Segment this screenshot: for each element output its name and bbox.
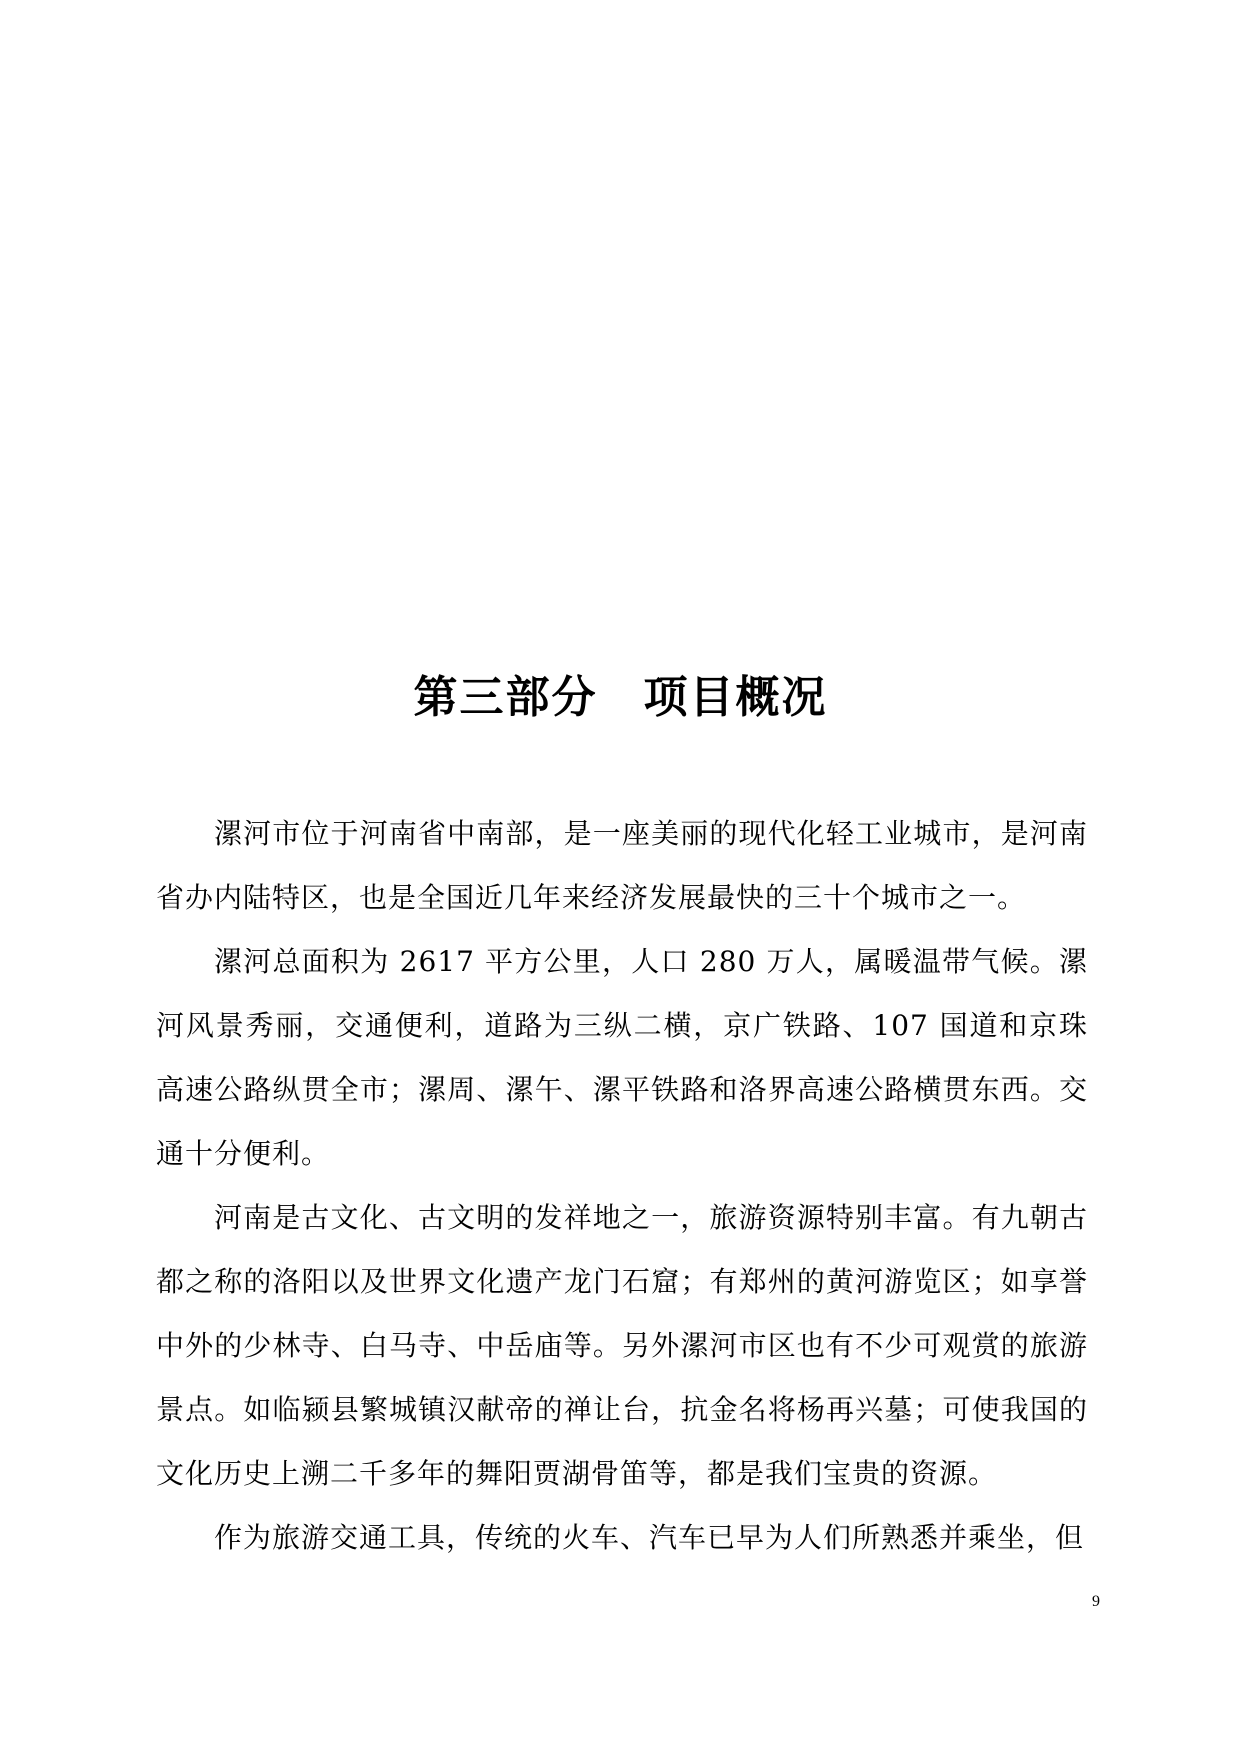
body-text — [156, 802, 1088, 1570]
section-title: 第三部分 项目概况 — [413, 672, 828, 723]
paragraph-transport-tools: 作为旅游交通工具，传统的火车、汽车已早为人们所熟悉并乘坐，但 — [214, 1521, 1085, 1554]
paragraph-area-transport: 漯河总面积为 2617 平方公里，人口 280 万人，属暖温带气候。漯河风景秀丽，交通便利，道路为三纵二横，京广铁路、107 国道和京珠高速公路纵贯全市；漯周、漯午、漯平铁路和洛界高速公路横贯东西。交通十分便利。 — [156, 945, 1088, 1170]
paragraph-location: 漯河市位于河南省中南部，是一座美丽的现代化轻工业城市，是河南省办内陆特区，也是全国近几年来经济发展最快的三十个城市之一。 — [156, 817, 1088, 914]
page-number: 9 — [1092, 1593, 1100, 1610]
paragraph-tourism-resources: 河南是古文化、古文明的发祥地之一，旅游资源特别丰富。有九朝古都之称的洛阳以及世界文化遗产龙门石窟；有郑州的黄河游览区；如享誉中外的少林寺、白马寺、中岳庙等。另外漯河市区也有不少可观赏的旅游景点。如临颍县繁城镇汉献帝的禅让台，抗金名将杨再兴墓；可使我国的文化历史上溯二千多年的舞阳贾湖骨笛等，都是我们宝贵的资源。 — [156, 1201, 1088, 1490]
